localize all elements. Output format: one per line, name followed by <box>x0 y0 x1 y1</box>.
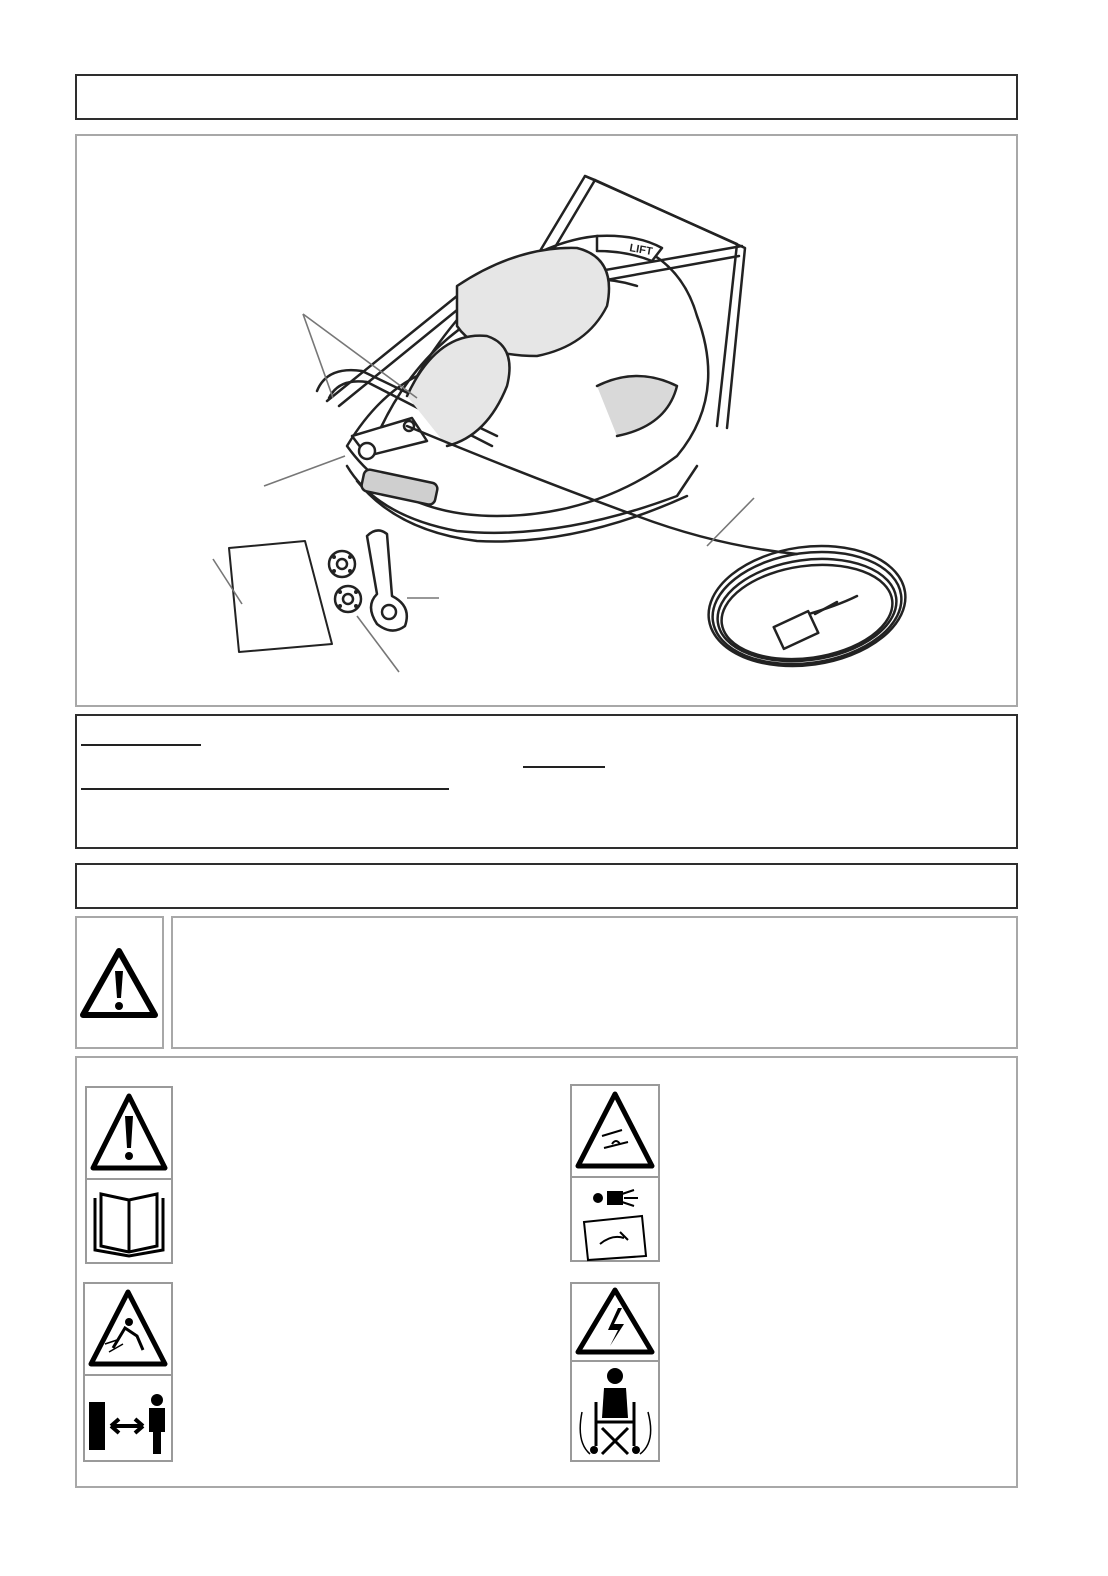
symbol-warning-manual <box>85 1086 173 1264</box>
symbols-box <box>75 1056 1018 1488</box>
unplug-maintenance-icon <box>572 1178 658 1262</box>
read-manual-icon <box>87 1180 171 1264</box>
figure-box <box>75 134 1018 707</box>
parts-list-underline-3 <box>81 788 449 790</box>
symbol-blade-unplug <box>570 1084 660 1262</box>
sharp-blades-icon <box>572 1086 658 1174</box>
warning-triangle-icon <box>87 1088 171 1176</box>
symbol-electric-cable <box>570 1282 660 1462</box>
safety-header-box <box>75 863 1018 909</box>
warning-text-box <box>171 916 1018 1049</box>
thrown-objects-icon <box>85 1284 171 1372</box>
mower-figure <box>77 136 1016 705</box>
symbol-thrown-bystander <box>83 1282 173 1462</box>
parts-list-underline-1 <box>81 744 201 746</box>
contents-header-box <box>75 74 1018 120</box>
electric-shock-icon <box>572 1284 658 1358</box>
parts-list-box <box>75 714 1018 849</box>
keep-cable-away-icon <box>572 1362 658 1462</box>
warning-triangle-icon <box>77 918 162 1047</box>
parts-list-underline-2 <box>523 766 605 768</box>
warning-icon-box <box>75 916 164 1049</box>
lift-label: LIFT <box>628 242 654 258</box>
keep-distance-icon <box>85 1376 171 1462</box>
